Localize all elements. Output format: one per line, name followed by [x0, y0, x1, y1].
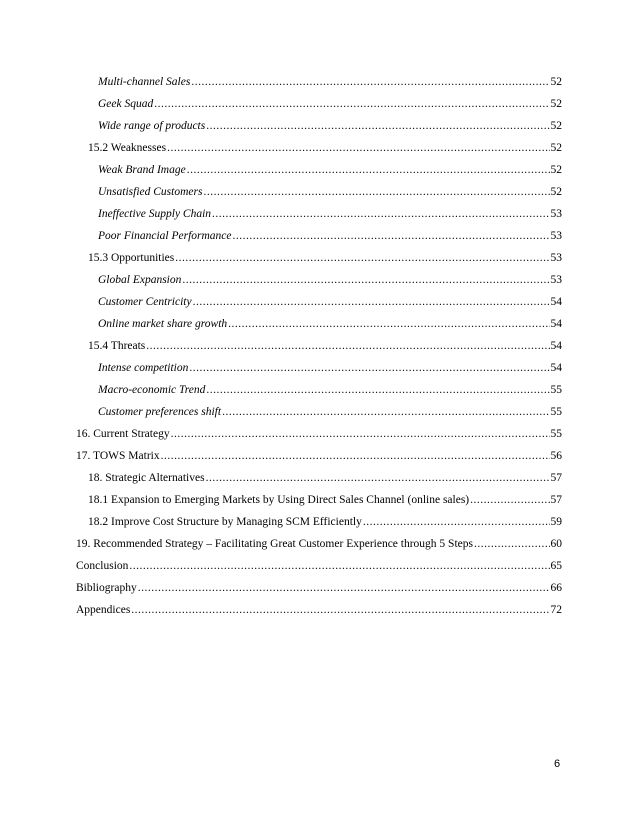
toc-entry-page: 60	[550, 538, 562, 550]
toc-dot-leader	[206, 115, 549, 137]
toc-entry-page: 55	[550, 406, 562, 418]
toc-entry[interactable]	[0, 247, 638, 269]
toc-entry-title: Appendices	[76, 604, 131, 616]
toc-entry-page: 55	[550, 384, 562, 396]
toc-dot-leader	[161, 445, 550, 467]
toc-entry[interactable]	[0, 291, 638, 313]
toc-entry[interactable]	[0, 93, 638, 115]
toc-dot-leader	[470, 489, 549, 511]
toc-entry[interactable]	[0, 137, 638, 159]
toc-entry-title: 18. Strategic Alternatives	[88, 472, 205, 484]
toc-entry-title: Macro-economic Trend	[98, 384, 206, 396]
toc-entry[interactable]	[0, 511, 638, 533]
toc-entry-title: Wide range of products	[98, 120, 206, 132]
toc-entry-page: 52	[550, 98, 562, 110]
toc-dot-leader	[175, 247, 549, 269]
toc-dot-leader	[189, 357, 549, 379]
toc-entry[interactable]	[0, 533, 638, 555]
toc-dot-leader	[206, 379, 549, 401]
toc-entry-page: 53	[550, 252, 562, 264]
toc-entry[interactable]	[0, 599, 638, 621]
toc-dot-leader	[154, 93, 549, 115]
toc-entry-title: Intense competition	[98, 362, 189, 374]
toc-entry-page: 57	[550, 472, 562, 484]
toc-entry-title: 18.2 Improve Cost Structure by Managing SCM Efficiently	[88, 516, 362, 528]
toc-entry-title: 15.2 Weaknesses	[88, 142, 167, 154]
toc-entry-page: 52	[550, 186, 562, 198]
toc-entry[interactable]	[0, 269, 638, 291]
toc-entry-title: 15.3 Opportunities	[88, 252, 175, 264]
toc-entry-page: 59	[550, 516, 562, 528]
toc-entry[interactable]	[0, 379, 638, 401]
toc-entry-page: 65	[550, 560, 562, 572]
toc-entry-page: 56	[550, 450, 562, 462]
toc-entry-page: 54	[550, 296, 562, 308]
toc-entry-page: 57	[550, 494, 562, 506]
toc-dot-leader	[212, 203, 549, 225]
toc-entry-title: Online market share growth	[98, 318, 228, 330]
toc-entry-page: 54	[550, 340, 562, 352]
toc-entry-page: 53	[550, 208, 562, 220]
toc-entry[interactable]	[0, 71, 638, 93]
toc-entry-page: 54	[550, 318, 562, 330]
toc-dot-leader	[474, 533, 550, 555]
toc-entry-page: 72	[550, 604, 562, 616]
toc-entry-page: 52	[550, 76, 562, 88]
toc-dot-leader	[193, 291, 550, 313]
toc-entry-page: 66	[550, 582, 562, 594]
toc-dot-leader	[203, 181, 549, 203]
toc-entry-title: Unsatisfied Customers	[98, 186, 203, 198]
toc-entry[interactable]	[0, 357, 638, 379]
toc-entry[interactable]	[0, 401, 638, 423]
toc-entry-page: 53	[550, 274, 562, 286]
toc-dot-leader	[182, 269, 549, 291]
toc-entry-title: Global Expansion	[98, 274, 182, 286]
toc-dot-leader	[222, 401, 549, 423]
toc-dot-leader	[233, 225, 550, 247]
toc-entry-title: 17. TOWS Matrix	[76, 450, 160, 462]
toc-dot-leader	[228, 313, 549, 335]
toc-entry-title: Poor Financial Performance	[98, 230, 232, 242]
toc-entry-page: 52	[550, 142, 562, 154]
table-of-contents	[0, 71, 638, 621]
toc-entry-title: Bibliography	[76, 582, 137, 594]
toc-entry-title: 19. Recommended Strategy – Facilitating Great Customer Experience through 5 Steps	[76, 538, 473, 550]
toc-entry[interactable]	[0, 115, 638, 137]
toc-dot-leader	[146, 335, 549, 357]
toc-entry[interactable]	[0, 335, 638, 357]
toc-dot-leader	[129, 555, 549, 577]
toc-entry[interactable]	[0, 313, 638, 335]
toc-entry-title: Geek Squad	[98, 98, 154, 110]
page-number: 6	[554, 758, 561, 770]
toc-entry[interactable]	[0, 577, 638, 599]
toc-entry-title: Ineffective Supply Chain	[98, 208, 212, 220]
toc-dot-leader	[187, 159, 550, 181]
toc-entry-title: Weak Brand Image	[98, 164, 186, 176]
toc-entry-title: 15.4 Threats	[88, 340, 146, 352]
toc-entry[interactable]	[0, 555, 638, 577]
toc-dot-leader	[206, 467, 550, 489]
toc-entry-title: 18.1 Expansion to Emerging Markets by Using Direct Sales Channel (online sales)	[88, 494, 470, 506]
toc-dot-leader	[191, 71, 549, 93]
toc-entry-title: Customer preferences shift	[98, 406, 222, 418]
toc-entry-page: 52	[550, 164, 562, 176]
toc-entry[interactable]	[0, 423, 638, 445]
toc-entry-title: 16. Current Strategy	[76, 428, 170, 440]
toc-dot-leader	[171, 423, 550, 445]
toc-entry[interactable]	[0, 181, 638, 203]
toc-dot-leader	[138, 577, 550, 599]
toc-entry[interactable]	[0, 159, 638, 181]
toc-entry-page: 52	[550, 120, 562, 132]
toc-entry[interactable]	[0, 225, 638, 247]
toc-entry-title: Customer Centricity	[98, 296, 192, 308]
toc-entry-page: 55	[550, 428, 562, 440]
toc-dot-leader	[131, 599, 549, 621]
toc-dot-leader	[363, 511, 550, 533]
toc-entry-title: Multi-channel Sales	[98, 76, 191, 88]
toc-entry-page: 54	[550, 362, 562, 374]
toc-entry[interactable]	[0, 203, 638, 225]
toc-dot-leader	[167, 137, 549, 159]
toc-entry-page: 53	[550, 230, 562, 242]
toc-entry[interactable]	[0, 467, 638, 489]
toc-entry[interactable]	[0, 445, 638, 467]
toc-entry[interactable]	[0, 489, 638, 511]
toc-entry-title: Conclusion	[76, 560, 129, 572]
